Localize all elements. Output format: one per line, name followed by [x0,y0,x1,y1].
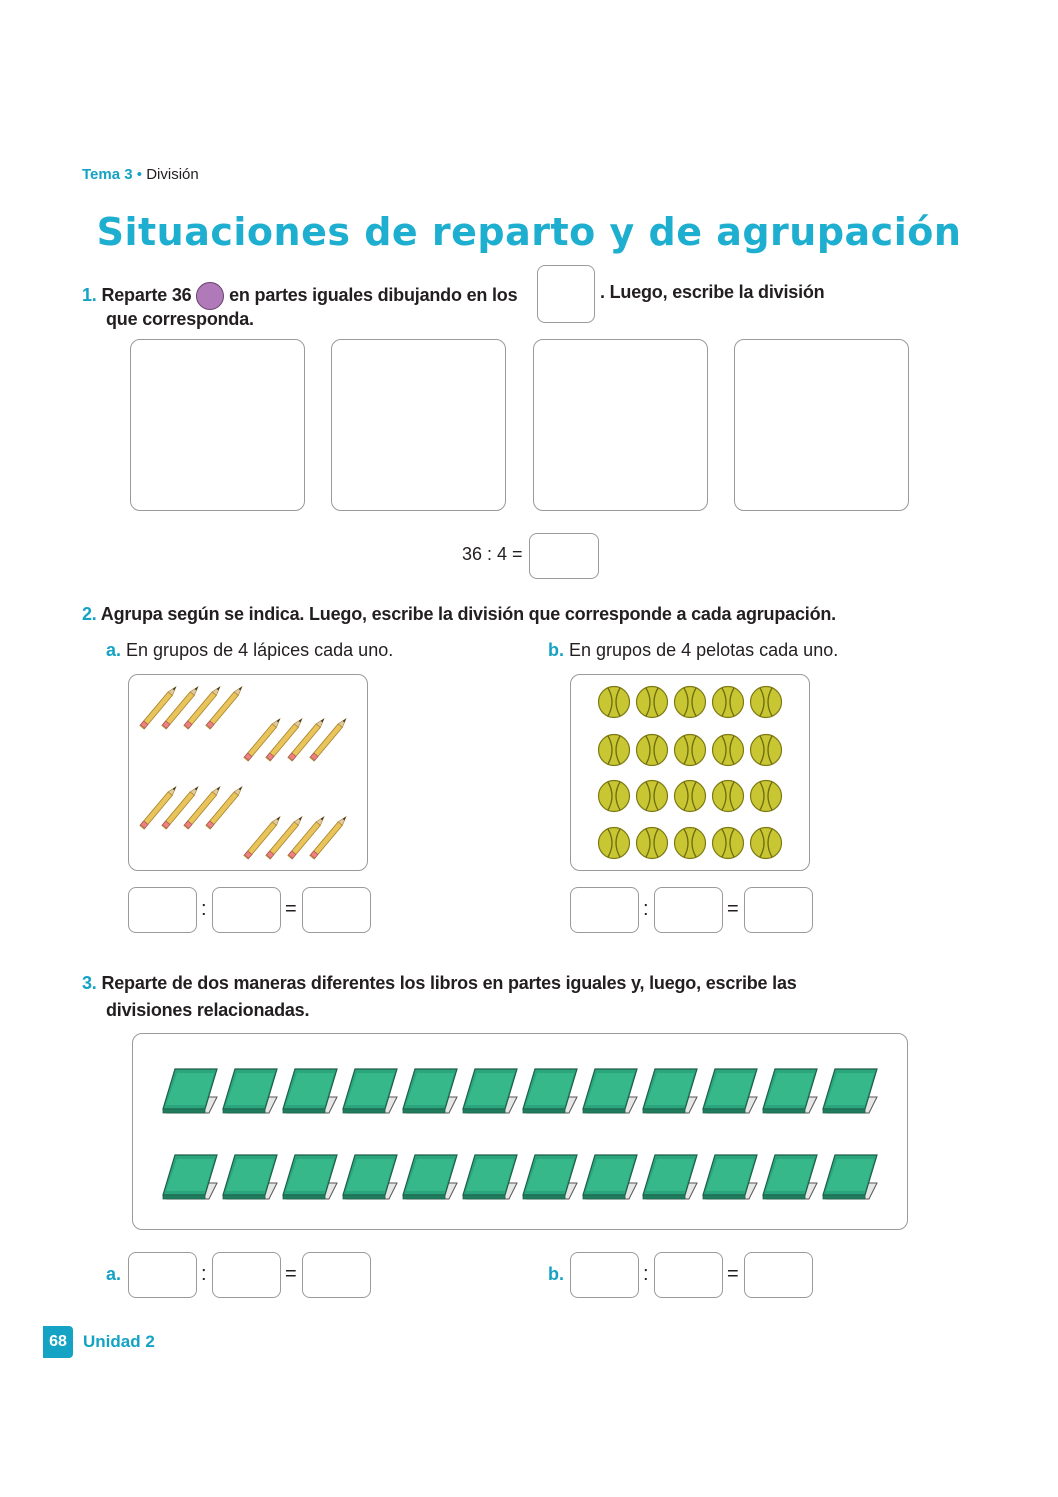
books-row-1-icon [163,1069,877,1113]
q2-number: 2. [82,604,97,624]
unit-label: Unidad 2 [83,1332,155,1351]
sample-box-icon [537,265,595,323]
q2b-line [548,640,838,661]
q2a-line [106,640,393,661]
q2a-text: En grupos de 4 lápices cada uno. [126,640,394,660]
draw-box-1[interactable] [130,339,305,511]
q2b-result-box[interactable] [744,887,813,933]
q2-line [82,604,836,625]
q3b-divisor-box[interactable] [654,1252,723,1298]
q3a-result-box[interactable] [302,1252,371,1298]
books-image [133,1034,905,1227]
q3b-dividend-box[interactable] [570,1252,639,1298]
q3b-equals-sign: = [727,1263,739,1285]
purple-circle-icon [196,282,224,310]
q1-number: 1. [82,284,97,305]
q2-text: Agrupa según se indica. Luego, escribe la división que corresponde a cada agrupación. [100,604,836,624]
q3a-label [106,1264,121,1285]
page-title: Situaciones de reparto y de agrupación [96,210,962,254]
q3b-label [548,1264,564,1285]
pencils-box [128,674,368,871]
q2b-text: En grupos de 4 pelotas cada uno. [569,640,839,660]
books-box [132,1033,908,1230]
separator: • [136,166,143,183]
balls-box [570,674,810,871]
topic-header [82,166,199,183]
page-number: 68 [43,1326,73,1358]
q2b-equals-sign: = [727,898,739,920]
q2b-divisor-box[interactable] [654,887,723,933]
q2b-divide-sign: : [643,898,649,920]
q3a-divide-sign: : [201,1263,207,1285]
pencils-image [129,675,365,868]
q2a-divide-sign: : [201,898,207,920]
q2a-result-box[interactable] [302,887,371,933]
tennis-balls-icon [599,687,782,859]
q2b-label: b. [548,640,564,660]
q3-text-a: Reparte de dos maneras diferentes los libros en partes iguales y, luego, escribe las [101,973,797,993]
q3a-dividend-box[interactable] [128,1252,197,1298]
q3-text-b: divisiones relacionadas. [106,1000,310,1020]
q1-equation: 36 : 4 = [462,544,523,564]
q2b-dividend-box[interactable] [570,887,639,933]
q3a-divisor-box[interactable] [212,1252,281,1298]
q1-text-a: Reparte 36 [101,284,192,305]
q2a-divisor-box[interactable] [212,887,281,933]
draw-box-4[interactable] [734,339,909,511]
q3b-divide-sign: : [643,1263,649,1285]
balls-image [571,675,807,868]
pencil-group-2-icon [244,717,348,761]
q2a-dividend-box[interactable] [128,887,197,933]
draw-box-3[interactable] [533,339,708,511]
q1-line1 [82,282,517,310]
topic-label: División [146,166,199,183]
q3a-label-text: a. [106,1264,122,1284]
q3a-equals-sign: = [285,1263,297,1285]
q1-text-d: que corresponda. [106,309,254,329]
pencil-group-1-icon [140,685,244,729]
q2a-label: a. [106,640,122,660]
q3-number: 3. [82,973,97,993]
q1-text-c: . Luego, escribe la división [600,282,825,302]
q1-answer-box[interactable] [529,533,599,579]
tema-label: Tema 3 [82,166,133,183]
q2a-equals-sign: = [285,898,297,920]
pencil-group-4-icon [244,815,348,859]
q3b-label-text: b. [548,1264,564,1284]
books-row-2-icon [163,1155,877,1199]
pencil-group-3-icon [140,785,244,829]
q1-text-b: en partes iguales dibujando en los [229,284,518,305]
draw-box-2[interactable] [331,339,506,511]
q3b-result-box[interactable] [744,1252,813,1298]
q3-line1 [82,973,797,994]
